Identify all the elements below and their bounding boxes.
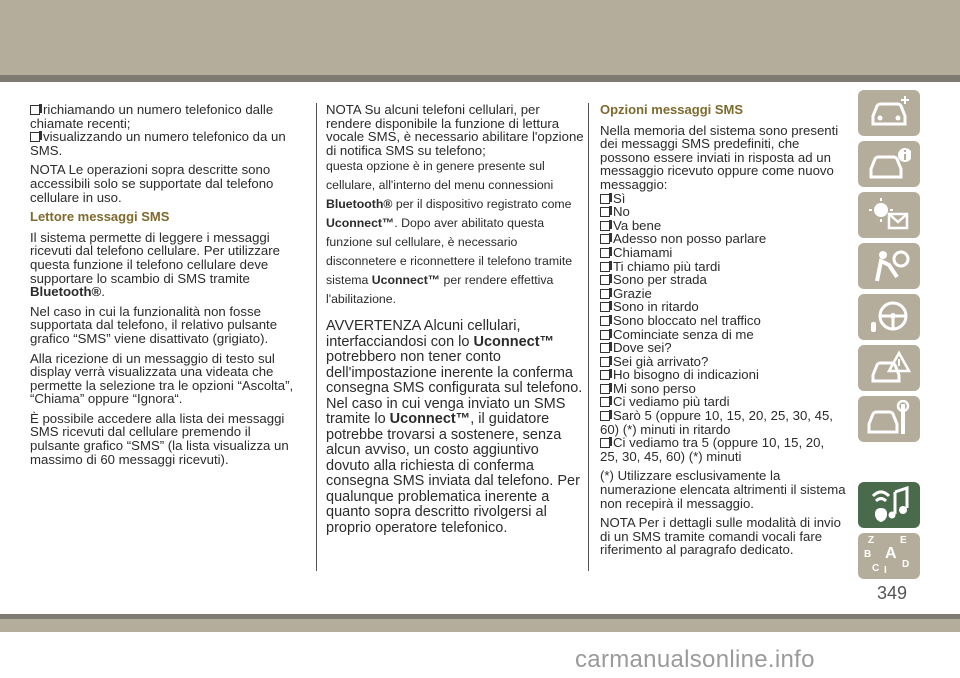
car-info-icon [867, 145, 911, 183]
sms-option: Ci vediamo tra 5 (oppure 10, 15, 20, 25, 30, 45, 60) (*) minuti [600, 435, 825, 464]
footnote: (*) Utilizzare esclusivamente la numerazione elencata altrimenti il sistema non recepirà il messaggio. [600, 468, 846, 511]
tab-safety-warnings[interactable] [858, 192, 920, 238]
bullet-icon [600, 397, 610, 407]
car-wrench-icon [867, 400, 911, 438]
sms-option: Sì [600, 192, 846, 206]
sms-option: Va bene [600, 219, 846, 233]
bullet-icon [600, 316, 610, 326]
bullet-icon [600, 438, 610, 448]
sms-option: Dove sei? [600, 341, 846, 355]
sms-option: Grazie [600, 287, 846, 301]
sms-option: Chiamami [600, 246, 846, 260]
paragraph: Alla ricezione di un messaggio di testo sul display verrà visualizzata una videata che permette la selezione tra le opzioni “Ascolta”, “Chiama” oppure “Ignora“. [30, 350, 294, 407]
sms-option: Sono bloccato nel traffico [600, 314, 846, 328]
tab-starting-driving[interactable] [858, 294, 920, 340]
bullet-icon [600, 248, 610, 258]
bullet-icon [600, 262, 610, 272]
sms-option: Ti chiamo più tardi [600, 260, 846, 274]
page-number: 349 [876, 583, 908, 603]
note-continued: questa opzione è in genere presente sul cellulare, all'interno del menu connessioni Bluetooth® per il dispositivo registrato come Uconnect™. Dopo aver abilitato questa funzione sul cellulare, è necessario disconnetere e riconnettere il telefono tramite sistema Uconnect™ per rendere effettiva l'abilitazione. [326, 159, 573, 307]
bullet-icon [600, 330, 610, 340]
column-divider [588, 103, 589, 571]
paragraph: Nel caso in cui la funzionalità non fosse supportata dal telefono, il relativo pulsante grafico “SMS” viene disattivato (grigiato). [30, 303, 278, 346]
sms-option: No [600, 205, 846, 219]
steering-wheel-icon [867, 298, 911, 336]
sms-option: Ci vediamo più tardi [600, 395, 846, 409]
list-item: visualizzando un numero telefonico da un SMS. [30, 129, 286, 158]
warning-light-icon [867, 196, 911, 234]
bullet-icon [600, 411, 610, 421]
bullet-icon [30, 105, 40, 115]
tab-index[interactable] [858, 533, 920, 579]
column-divider [316, 103, 317, 571]
sms-option: Sei già arrivato? [600, 355, 846, 369]
note: NOTA Su alcuni telefoni cellulari, per rendere disponibile la funzione di lettura vocale SMS, è necessario abilitare l'opzione di notifica SMS su telefono; [326, 102, 584, 158]
list-item: richiamando un numero telefonico dalle chiamate recenti; [30, 102, 274, 131]
sms-option: Adesso non posso parlare [600, 232, 846, 246]
bullet-icon [600, 275, 610, 285]
sms-option: Cominciate senza di me [600, 328, 846, 342]
sms-option: Mi sono perso [600, 382, 846, 396]
column-3 [600, 103, 846, 563]
top-divider [0, 75, 960, 82]
tab-airbags[interactable] [858, 243, 920, 289]
bullet-icon [30, 132, 40, 142]
tab-multimedia[interactable] [858, 482, 920, 528]
section-heading: Opzioni messaggi SMS [600, 102, 744, 117]
sms-option: Sarò 5 (oppure 10, 15, 20, 25, 30, 45, 60) (*) minuti in ritardo [600, 408, 833, 437]
top-band [0, 0, 960, 75]
bottom-band [0, 619, 960, 632]
bullet-icon [600, 384, 610, 394]
multimedia-icon [867, 486, 911, 524]
column-1 [30, 103, 300, 472]
seat-airbag-icon [867, 247, 911, 285]
index-icon: Z E B A C D I [864, 535, 910, 576]
sms-options-list [600, 192, 846, 464]
bullet-icon [600, 289, 610, 299]
car-icon [867, 94, 911, 132]
bullet-icon [600, 221, 610, 231]
sms-option: Sono per strada [600, 273, 846, 287]
bullet-icon [600, 234, 610, 244]
paragraph: Nella memoria del sistema sono presenti dei messaggi SMS predefiniti, che possono essere inviati in risposta ad un messaggio ricevuto oppure come nuovo messaggio: [600, 122, 839, 192]
bullet-icon [600, 343, 610, 353]
note: NOTA Le operazioni sopra descritte sono accessibili solo se supportate dal telefono cellulare in uso. [30, 162, 274, 205]
paragraph: Il sistema permette di leggere i messaggi ricevuti dal telefono cellulare. Per utilizzare questa funzione il telefono cellulare deve supportare lo scambio di SMS tramite Bluetooth®. [30, 229, 280, 300]
bullet-icon [600, 357, 610, 367]
bullet-icon [600, 370, 610, 380]
sms-option: Ho bisogno di indicazioni [600, 368, 846, 382]
bullet-icon [600, 194, 610, 204]
tab-maintenance[interactable] [858, 396, 920, 442]
tab-dashboard-info[interactable] [858, 141, 920, 187]
warning: AVVERTENZA Alcuni cellulari, interfacciandosi con lo Uconnect™ potrebbero non tener conto dell'impostazione inerente la conferma consegna SMS configurata sul telefono. Nel caso in cui venga inviato un SMS tramite lo Uconnect™, il guidatore potrebbe trovarsi a sostenere, senza alcun avviso, un costo aggiuntivo dovuto alla richiesta di conferma consegna SMS inviata dal telefono. Per qualunque problematica inerente a quanto sopra descritto rivolgersi al proprio operatore telefonico. [326, 318, 583, 536]
note: NOTA Per i dettagli sulle modalità di invio di un SMS tramite comandi vocali fare riferimento al paragrafo dedicato. [600, 515, 841, 558]
tab-car-overview[interactable] [858, 90, 920, 136]
section-heading: Lettore messaggi SMS [30, 209, 170, 225]
bullet-icon [600, 302, 610, 312]
tab-emergency[interactable] [858, 345, 920, 391]
sms-option: Sono in ritardo [600, 300, 846, 314]
watermark: carmanualsonline.info [575, 646, 815, 673]
paragraph: È possibile accedere alla lista dei messaggi SMS ricevuti dal cellulare premendo il pulsante grafico “SMS” (la lista visualizza un massimo di 60 messaggi ricevuti). [30, 410, 289, 467]
bullet-icon [600, 207, 610, 217]
column-2 [326, 103, 586, 542]
breakdown-icon [867, 349, 911, 387]
